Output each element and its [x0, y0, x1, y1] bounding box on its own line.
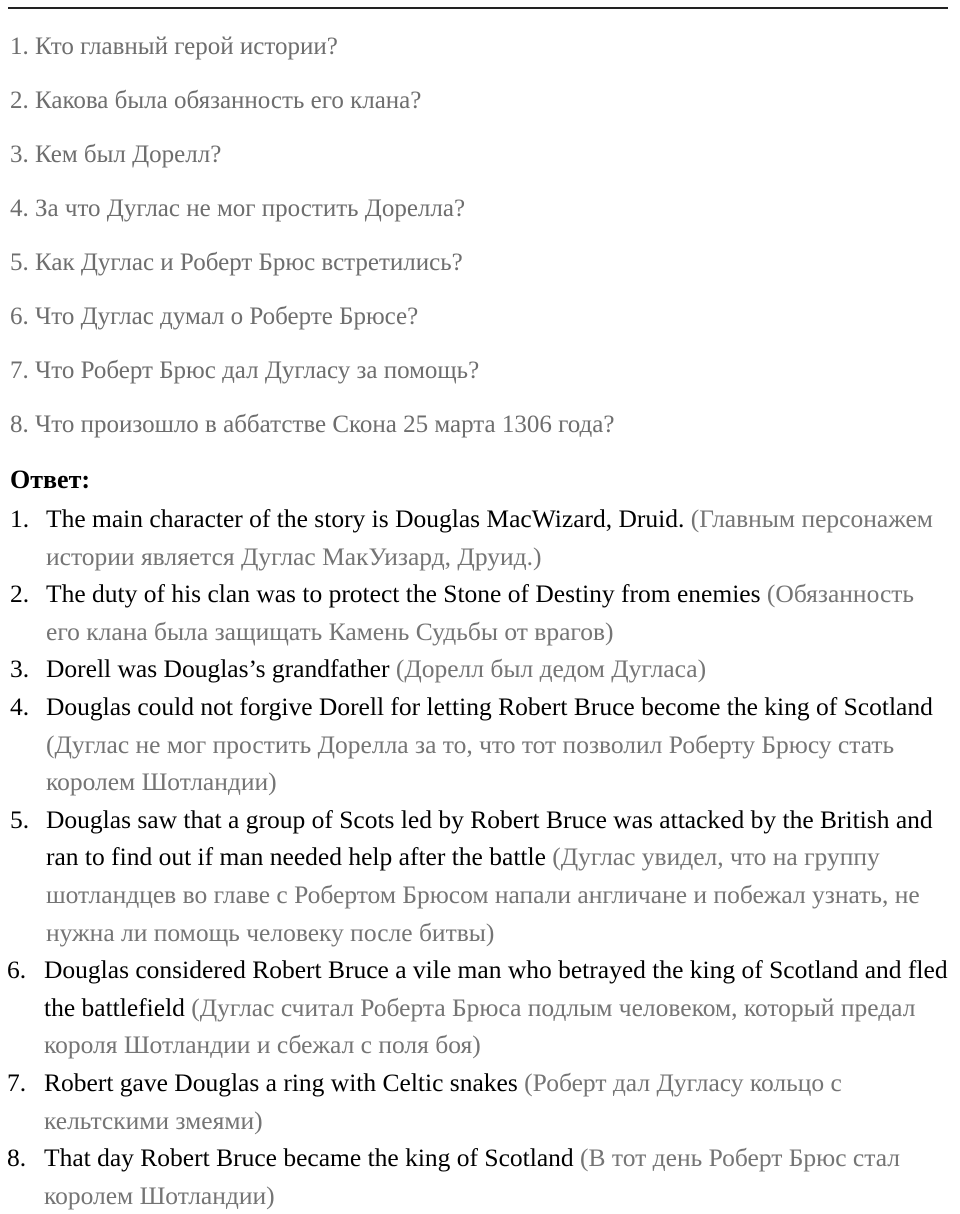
question-item: 6. Что Дуглас думал о Роберте Брюсе?: [10, 303, 419, 330]
answer-number: 3.: [10, 654, 30, 684]
answer-russian: (Дуглас считал Роберта Брюса подлым человеком, который предал короля Шотландии и сбежал с поля боя): [44, 992, 916, 1060]
answer-body: [44, 1139, 960, 1214]
answer-number: 8.: [7, 1143, 27, 1173]
answer-english: Douglas considered Robert Bruce a vile man who betrayed the king of Scotland and fled the battlefield: [44, 955, 948, 1022]
question-item: 3. Кем был Дорелл?: [10, 141, 222, 168]
question-item: 5. Как Дуглас и Роберт Брюс встретились?: [10, 249, 463, 276]
questions-list: [10, 28, 950, 460]
answer-body: [46, 801, 954, 951]
answer-item: [0, 688, 960, 801]
answer-russian: (Дорелл был дедом Дугласа): [395, 654, 707, 684]
answer-body: [46, 500, 954, 575]
answer-number: 1.: [10, 504, 30, 533]
question-item: 4. За что Дуглас не мог простить Дорелла?: [10, 195, 466, 222]
question-item: 8. Что произошло в аббатстве Скона 25 марта 1306 года?: [10, 411, 615, 438]
answer-body: [46, 575, 954, 650]
answer-item: [0, 575, 960, 650]
question-item: 1. Кто главный герой истории?: [10, 33, 338, 60]
answer-item: [0, 1064, 960, 1139]
answer-russian: (Обязанность его клана была защищать Камень Судьбы от врагов): [46, 579, 915, 646]
answer-number: 7.: [7, 1067, 27, 1097]
answer-item: [0, 801, 960, 951]
answers-list: [0, 500, 960, 1214]
answer-item: [0, 500, 960, 575]
answer-body: [44, 1064, 960, 1139]
question-item: 2. Какова была обязанность его клана?: [10, 87, 422, 114]
top-divider: [8, 7, 948, 9]
answer-russian: (Дуглас увидел, что на группу шотландцев во главе с Робертом Брюсом напали англичане и побежал узнать, не нужна ли помощь человеку после битвы): [46, 842, 920, 947]
question-item: 7. Что Роберт Брюс дал Дугласу за помощь?: [10, 357, 480, 384]
answer-body: [46, 650, 954, 688]
answer-number: 4.: [10, 691, 30, 721]
answer-russian: (В тот день Роберт Брюс стал королем Шотландии): [44, 1143, 900, 1210]
answer-english: Douglas saw that a group of Scots led by Robert Bruce was attacked by the British and ran to find out if man needed help after the battle: [46, 804, 933, 872]
answer-body: [46, 688, 954, 801]
answer-english: Douglas could not forgive Dorell for letting Robert Bruce become the king of Scotland: [46, 691, 933, 721]
answer-russian: (Дуглас не мог простить Дорелла за то, что тот позволил Роберту Брюсу стать королем Шотландии): [46, 729, 895, 797]
answer-item: [0, 650, 960, 688]
answer-item: [0, 1139, 960, 1214]
answer-russian: (Главным персонажем истории является Дуглас МакУизард, Друид.): [46, 504, 933, 571]
answer-number: 2.: [10, 579, 30, 609]
answer-number: 5.: [10, 804, 30, 834]
answer-english: That day Robert Bruce became the king of Scotland: [44, 1143, 581, 1173]
answer-english: The main character of the story is Douglas MacWizard, Druid.: [46, 504, 691, 533]
answer-english: Dorell was Douglas’s grandfather: [46, 654, 396, 684]
answer-item: [0, 951, 960, 1064]
answer-body: [44, 951, 960, 1064]
answer-english: The duty of his clan was to protect the Stone of Destiny from enemies: [46, 579, 767, 609]
answer-russian: (Роберт дал Дугласу кольцо с кельтскими змеями): [44, 1067, 842, 1135]
answer-number: 6.: [7, 955, 27, 985]
answer-heading: Ответ:: [10, 465, 91, 494]
answer-english: Robert gave Douglas a ring with Celtic snakes: [44, 1067, 525, 1097]
